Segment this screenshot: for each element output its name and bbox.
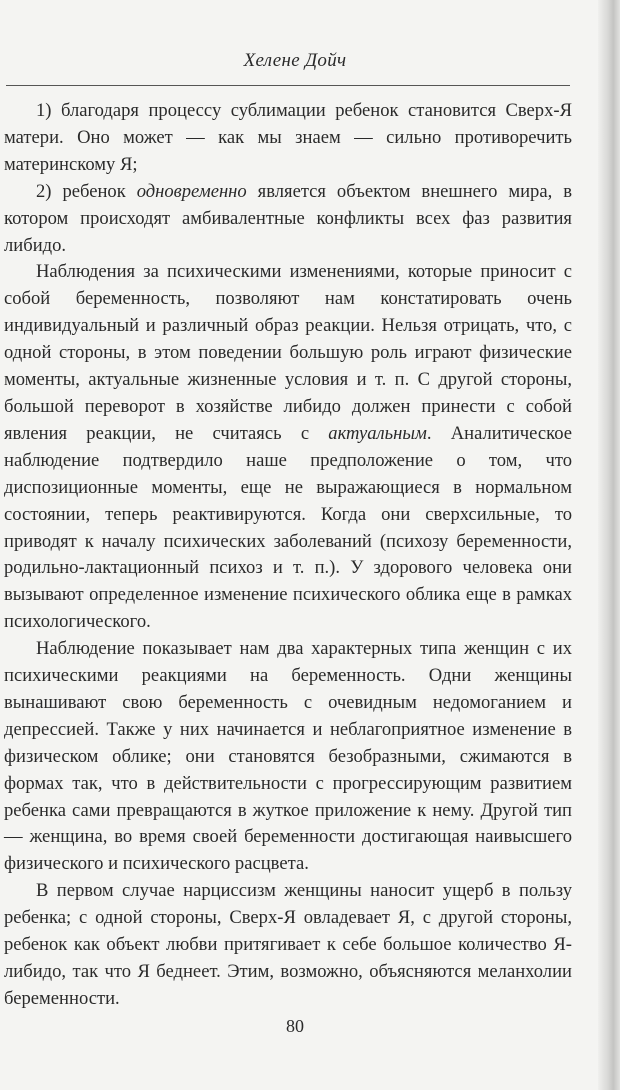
- page-edge-shadow: [598, 0, 620, 1090]
- text-run: . Аналитическое наблюдение подтвердило наше предположение о том, что диспозиционные моменты, еще не выражающиеся в нормальном состоянии, теперь реактивируются. Когда они сверхсильные, то приводят к началу психических заболеваний (психозу беременности, родильно-лактационный психоз и т. п.). У здорового человека они вызывают определенное изменение психического облика еще в рамках психологического.: [4, 422, 572, 633]
- body-text: [4, 98, 572, 1013]
- emphasis-text: актуальным: [328, 422, 427, 444]
- text-run: 2) ребенок: [36, 180, 137, 202]
- emphasis-text: одновременно: [136, 180, 247, 202]
- paragraph: [4, 98, 572, 179]
- running-head: Хелене Дойч: [243, 50, 347, 71]
- text-run: В первом случае нарциссизм женщины наносит ущерб в пользу ребенка; с одной стороны, Сверх-Я овладевает Я, с другой стороны, ребенок как объект любви притягивает к себе большое количество Я-либидо, так что Я беднеет. Этим, возможно, объясняются меланхолии беременности.: [4, 880, 572, 1009]
- text-run: является объектом внешнего мира, в котором происходят амбивалентные конфликты всех фаз развития либидо.: [4, 180, 572, 256]
- header-rule: [6, 85, 570, 86]
- text-run: 1) благодаря процессу сублимации ребенок становится Сверх-Я матери. Оно может — как мы знаем — сильно противоречить материнскому Я;: [4, 100, 572, 175]
- text-run: Наблюдение показывает нам два характерных типа женщин с их психическими реакциями на беременность. Одни женщины вынашивают свою беременность с очевидным недомоганием и депрессией. Также у них начинается и неблагоприятное изменение в физическом облике; они становятся безобразными, сжимаются в формах так, что в действительности с прогрессирующим развитием ребенка сами превращаются в жуткое приложение к нему. Другой тип — женщина, во время своей беременности достигающая наивысшего физического и психического расцвета.: [4, 638, 572, 875]
- paragraph: [4, 878, 572, 1013]
- paragraph: [4, 636, 572, 878]
- page-number: 80: [286, 1016, 304, 1036]
- paragraph: [4, 259, 572, 636]
- text-run: Наблюдения за психическими изменениями, которые приносит с собой беременность, позволяют нам констатировать очень индивидуальный и различный образ реакции. Нельзя отрицать, что, с одной стороны, в этом поведении большую роль играют физические моменты, актуальные жизненные условия и т. п. С другой стороны, большой переворот в хозяйстве либидо должен принести с собой явления реакции, не считаясь с: [4, 261, 572, 444]
- paragraph: [4, 179, 572, 260]
